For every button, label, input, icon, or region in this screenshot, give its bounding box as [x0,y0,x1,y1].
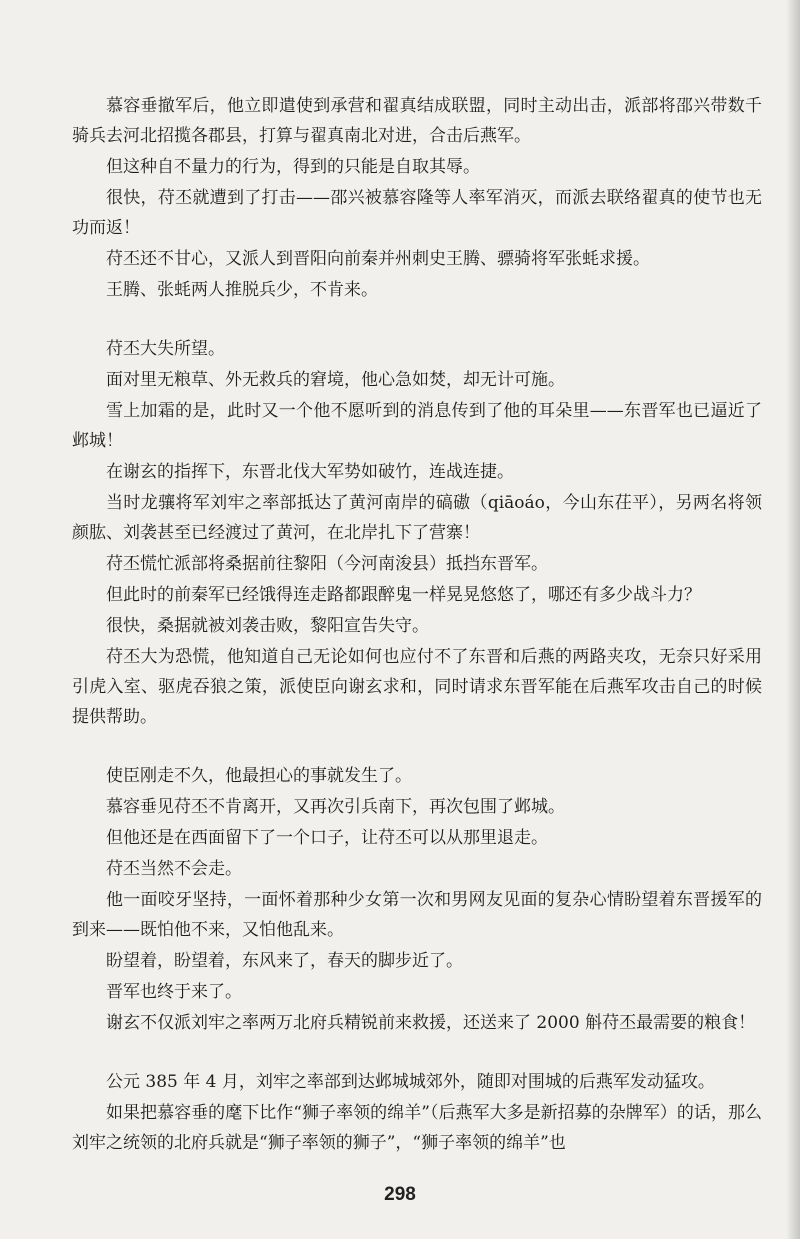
section-gap [72,1039,762,1067]
paragraph: 苻丕大失所望。 [106,339,225,359]
paragraph: 苻丕大为恐慌，他知道自己无论如何也应付不了东晋和后燕的两路夹攻，无奈只好采用引虎入室、驱虎吞狼之策，派使臣向谢玄求和，同时请求东晋军能在后燕军攻击自己的时候提供帮助。 [72,647,762,727]
paragraph: 使臣刚走不久，他最担心的事就发生了。 [106,766,412,786]
section-gap [72,733,762,761]
section-gap [72,306,762,334]
paragraph: 当时龙骧将军刘牢之率部抵达了黄河南岸的碻磝（qiāoáo，今山东茌平），另两名将领颜肱、刘袭甚至已经渡过了黄河，在北岸扎下了营寨！ [72,493,762,543]
paragraph: 慕容垂撤军后，他立即遣使到承营和翟真结成联盟，同时主动出击，派部将邵兴带数千骑兵去河北招揽各郡县，打算与翟真南北对进，合击后燕军。 [72,96,762,146]
page-number: 298 [384,1184,416,1205]
paragraph: 雪上加霜的是，此时又一个他不愿听到的消息传到了他的耳朵里——东晋军也已逼近了邺城！ [72,401,762,451]
paragraph: 苻丕还不甘心，又派人到晋阳向前秦并州刺史王腾、骠骑将军张蚝求援。 [106,249,650,269]
paragraph: 慕容垂见苻丕不肯离开，又再次引兵南下，再次包围了邺城。 [106,797,565,817]
paragraph: 苻丕当然不会走。 [106,859,242,879]
paragraph: 在谢玄的指挥下，东晋北伐大军势如破竹，连战连捷。 [106,462,514,482]
paragraph: 盼望着，盼望着，东风来了，春天的脚步近了。 [106,951,463,971]
paragraph: 但他还是在西面留下了一个口子，让苻丕可以从那里退走。 [106,828,548,848]
body-text [72,91,762,1159]
paragraph: 面对里无粮草、外无救兵的窘境，他心急如焚，却无计可施。 [106,370,565,390]
paragraph: 他一面咬牙坚持，一面怀着那种少女第一次和男网友见面的复杂心情盼望着东晋援军的到来——既怕他不来，又怕他乱来。 [72,890,762,940]
page-edge-shadow [786,0,800,1239]
paragraph: 公元 385 年 4 月，刘牢之率部到达邺城城郊外，随即对围城的后燕军发动猛攻。 [106,1072,715,1092]
paragraph: 谢玄不仅派刘牢之率两万北府兵精锐前来救援，还送来了 2000 斛苻丕最需要的粮食！ [106,1013,756,1033]
paragraph: 但此时的前秦军已经饿得连走路都跟醉鬼一样晃晃悠悠了，哪还有多少战斗力？ [106,585,701,605]
paragraph: 王腾、张蚝两人推脱兵少，不肯来。 [106,280,378,300]
paragraph: 但这种自不量力的行为，得到的只能是自取其辱。 [106,157,480,177]
paragraph: 晋军也终于来了。 [106,982,242,1002]
paragraph: 很快，苻丕就遭到了打击——邵兴被慕容隆等人率军消灭，而派去联络翟真的使节也无功而返！ [72,188,762,238]
paragraph: 如果把慕容垂的麾下比作“狮子率领的绵羊”（后燕军大多是新招募的杂牌军）的话，那么刘牢之统领的北府兵就是“狮子率领的狮子”，“狮子率领的绵羊”也 [72,1103,762,1153]
paragraph: 苻丕慌忙派部将桑据前往黎阳（今河南浚县）抵挡东晋军。 [106,554,548,574]
paragraph: 很快，桑据就被刘袭击败，黎阳宣告失守。 [106,616,429,636]
